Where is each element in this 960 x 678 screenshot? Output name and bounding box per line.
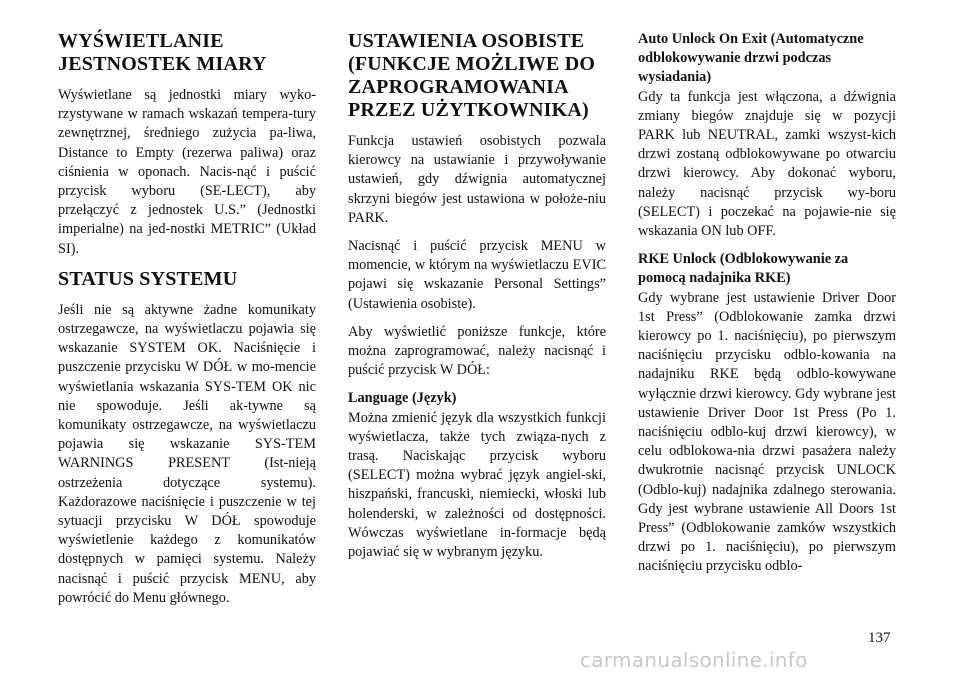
subheading-auto-unlock: Auto Unlock On Exit (Automatyczne odblokowywanie drzwi podczas wysiadania) <box>638 31 864 86</box>
heading-units: WYŚWIETLANIE JESTNOSTEK MIARY <box>58 30 267 75</box>
column-left <box>58 30 316 617</box>
paragraph-units: Wyświetlane są jednostki miary wyko-rzystywane w ramach wskazań tempera-tury zewnętrznej, średniego zużycia pa-liwa, Distance to Empty (rezerwa paliwa) oraz ciśnienia w oponach. Nacis-nąć i puścić przycisk wyboru (SE-LECT), aby przełączyć z jednostek U.S.” (Jednostki imperialne) na jed-nostki METRIC” (Układ SI). <box>58 87 316 257</box>
heading-system-status: STATUS SYSTEMU <box>58 267 238 290</box>
column-middle <box>348 30 606 571</box>
paragraph-system-status: Jeśli nie są aktywne żadne komunikaty ostrzegawcze, na wyświetlaczu pojawia się wskazanie SYSTEM OK. Naciśnięcie i puszczenie przycisku W DÓŁ w mo-mencie wyświetlania wskazania SYS-TEM OK nic nie spowoduje. Jeśli ak-tywne są komunikaty ostrzegawcze, na wyświetlaczu pojawia się wskazanie SYS-TEM WARNINGS PRESENT (Ist-nieją ostrzeżenia dotyczące systemu). Każdorazowe naciśnięcie i puszczenie w tej sytuacji przycisku W DÓŁ spowoduje wyświetlenie każdego z komunikatów dostępnych w pamięci systemu. Należy nacisnąć i puścić przycisk MENU, aby powrócić do Menu głównego. <box>58 301 316 606</box>
watermark: carmanualsonline.info <box>580 648 808 672</box>
heading-personal-settings: USTAWIENIA OSOBISTE (FUNKCJE MOŻLIWE DO ZAPROGRAMOWANIA PRZEZ UŻYTKOWNIKA) <box>348 30 596 121</box>
paragraph-language: Można zmienić język dla wszystkich funkcji wyświetlacza, także tych związa-nych z trasą. Naciskając przycisk wyboru (SELECT) można wybrać język angiel-ski, hiszpański, francuski, niemiecki, włoski lub holenderski, w zależności od dostępności. Wówczas wyświetlane in-formacje będą pojawiać się w wybranym języku. <box>348 409 606 561</box>
paragraph-down-instruction: Aby wyświetlić poniższe funkcje, które można zaprogramować, należy nacisnąć i puścić przycisk W DÓŁ: <box>348 323 606 379</box>
paragraph-rke-unlock: Gdy wybrane jest ustawienie Driver Door 1st Press” (Odblokowanie zamka drzwi kierowcy po 1. naciśnięciu), po pierwszym naciśnięciu przycisku odblo-kowania na nadajniku RKE będą odblo-kowywane wyłącznie drzwi kierowcy. Gdy wybrane jest ustawienie Driver Door 1st Press (Po 1. naciśnięciu odblo-kuj drzwi kierowcy), w celu odblokowa-nia drzwi pasażera należy dwukrotnie nacisnąć przycisk UNLOCK (Odblo-kuj) nadajnika zdalnego sterowania. Gdy jest wybrane ustawienie All Doors 1st Press” (Odblokowanie zamków wszystkich drzwi po 1. naciśnięciu), po pierwszym naciśnięciu przycisku odblo- <box>638 289 896 575</box>
column-right <box>638 30 896 586</box>
paragraph-menu-instruction: Nacisnąć i puścić przycisk MENU w momencie, w którym na wyświetlaczu EVIC pojawi się wskazanie Personal Settings” (Ustawienia osobiste). <box>348 238 606 312</box>
page-number: 137 <box>868 630 891 646</box>
subheading-rke-unlock: RKE Unlock (Odblokowywanie za pomocą nadajnika RKE) <box>638 251 849 287</box>
subheading-language: Language (Język) <box>348 390 457 407</box>
paragraph-personal-settings-intro: Funkcja ustawień osobistych pozwala kierowcy na ustawianie i przywoływanie ustawień, gdy dźwignia automatycznej skrzyni biegów jest ustawiona w położe-niu PARK. <box>348 133 606 226</box>
paragraph-auto-unlock: Gdy ta funkcja jest włączona, a dźwignia zmiany biegów znajduje się w pozycji PARK lub NEUTRAL, zamki wszyst-kich drzwi zostaną odblokowywane po otwarciu drzwi kierowcy. Aby dokonać wyboru, należy nacisnąć przycisk wy-boru (SELECT) i poczekać na pojawie-nie się wskazania ON lub OFF. <box>638 88 896 240</box>
